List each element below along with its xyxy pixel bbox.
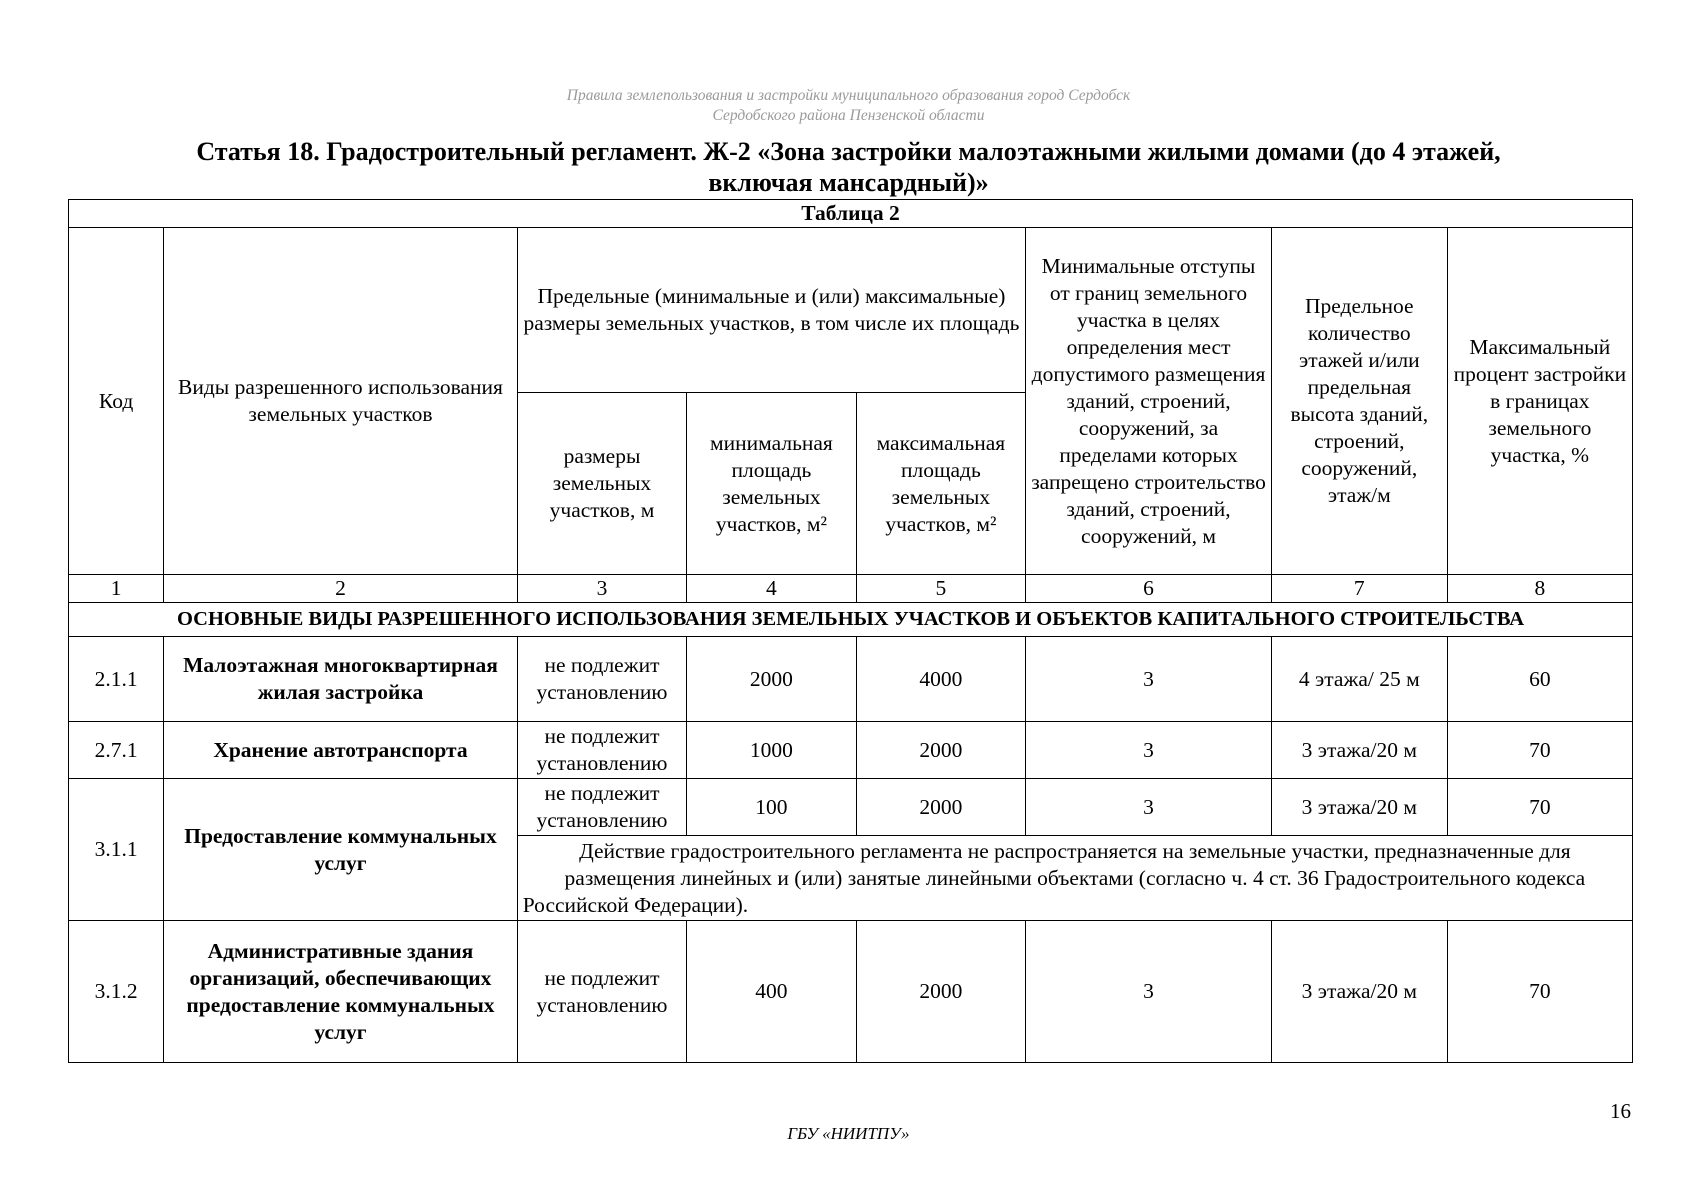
header-floors: Предельное количество этажей и/или предельная высота зданий, строений, сооружений, этаж/м [1271, 228, 1447, 575]
regulation-note: Действие градостроительного регламента не распространяется на земельные участки, предназначенные для размещения линейных и (или) занятые линейными объектами (согласно ч. 4 ст. 36 Градостроительного кодекса Российской Федерации). [517, 836, 1632, 921]
column-number: 6 [1026, 575, 1272, 603]
row-plot-size: не подлежит установлению [517, 722, 686, 779]
page-number: 16 [1610, 1099, 1631, 1123]
row-floors: 3 этажа/20 м [1271, 722, 1447, 779]
header-max-area: максимальная площадь земельных участков, м² [856, 393, 1025, 575]
row-use-name: Хранение автотранспорта [164, 722, 518, 779]
row-use-name: Предоставление коммунальных услуг [164, 779, 518, 921]
header-size-limits: Предельные (минимальные и (или) максимальные) размеры земельных участков, в том числе их площадь [517, 228, 1025, 393]
table-caption: Таблица 2 [69, 200, 1633, 228]
row-floors: 4 этажа/ 25 м [1271, 637, 1447, 722]
row-max-area: 2000 [856, 779, 1025, 836]
regulation-table [68, 199, 1633, 1063]
row-code: 2.7.1 [69, 722, 164, 779]
column-number: 1 [69, 575, 164, 603]
row-plot-size: не подлежит установлению [517, 921, 686, 1063]
header-use-type: Виды разрешенного использования земельных участков [164, 228, 518, 575]
row-coverage: 70 [1447, 779, 1632, 836]
row-code: 3.1.1 [69, 779, 164, 921]
row-min-area: 400 [687, 921, 856, 1063]
column-number: 3 [517, 575, 686, 603]
header-code: Код [69, 228, 164, 575]
header-setbacks: Минимальные отступы от границ земельного участка в целях определения мест допустимого размещения зданий, строений, сооружений, за пределами которых запрещено строительство зданий, строений, сооружений, м [1026, 228, 1272, 575]
header-min-area: минимальная площадь земельных участков, м² [687, 393, 856, 575]
row-max-area: 2000 [856, 722, 1025, 779]
header-coverage: Максимальный процент застройки в границах земельного участка, % [1447, 228, 1632, 575]
header-plot-size: размеры земельных участков, м [517, 393, 686, 575]
article-title [60, 136, 1637, 198]
table-row [69, 637, 1633, 722]
row-coverage: 70 [1447, 921, 1632, 1063]
table-row [69, 779, 1633, 836]
running-header-line-1: Правила землепользования и застройки муниципального образования город Сердобск [566, 87, 1131, 104]
row-max-area: 4000 [856, 637, 1025, 722]
document-running-header [0, 86, 1697, 126]
row-use-name: Административные здания организаций, обеспечивающих предоставление коммунальных услуг [164, 921, 518, 1063]
row-use-name: Малоэтажная многоквартирная жилая застройка [164, 637, 518, 722]
column-number: 5 [856, 575, 1025, 603]
row-setback: 3 [1026, 637, 1272, 722]
row-plot-size: не подлежит установлению [517, 637, 686, 722]
row-max-area: 2000 [856, 921, 1025, 1063]
article-title-line-1: Статья 18. Градостроительный регламент. Ж-2 «Зона застройки малоэтажными жилыми домами (до 4 этажей, [196, 137, 1501, 166]
row-plot-size: не подлежит установлению [517, 779, 686, 836]
row-code: 3.1.2 [69, 921, 164, 1063]
article-title-line-2: включая мансардный)» [708, 168, 989, 197]
column-number-row [69, 575, 1633, 603]
row-coverage: 60 [1447, 637, 1632, 722]
running-header-line-2: Сердобского района Пензенской области [712, 107, 985, 124]
row-setback: 3 [1026, 921, 1272, 1063]
column-number: 8 [1447, 575, 1632, 603]
row-setback: 3 [1026, 722, 1272, 779]
column-number: 4 [687, 575, 856, 603]
column-number: 7 [1271, 575, 1447, 603]
row-min-area: 1000 [687, 722, 856, 779]
section-heading: ОСНОВНЫЕ ВИДЫ РАЗРЕШЕННОГО ИСПОЛЬЗОВАНИЯ ЗЕМЕЛЬНЫХ УЧАСТКОВ И ОБЪЕКТОВ КАПИТАЛЬНОГО СТРОИТЕЛЬСТВА [69, 603, 1633, 637]
row-min-area: 2000 [687, 637, 856, 722]
row-min-area: 100 [687, 779, 856, 836]
row-floors: 3 этажа/20 м [1271, 779, 1447, 836]
row-coverage: 70 [1447, 722, 1632, 779]
footer-organization: ГБУ «НИИТПУ» [787, 1124, 910, 1143]
table-row [69, 921, 1633, 1063]
column-number: 2 [164, 575, 518, 603]
row-code: 2.1.1 [69, 637, 164, 722]
row-setback: 3 [1026, 779, 1272, 836]
row-floors: 3 этажа/20 м [1271, 921, 1447, 1063]
table-row [69, 722, 1633, 779]
